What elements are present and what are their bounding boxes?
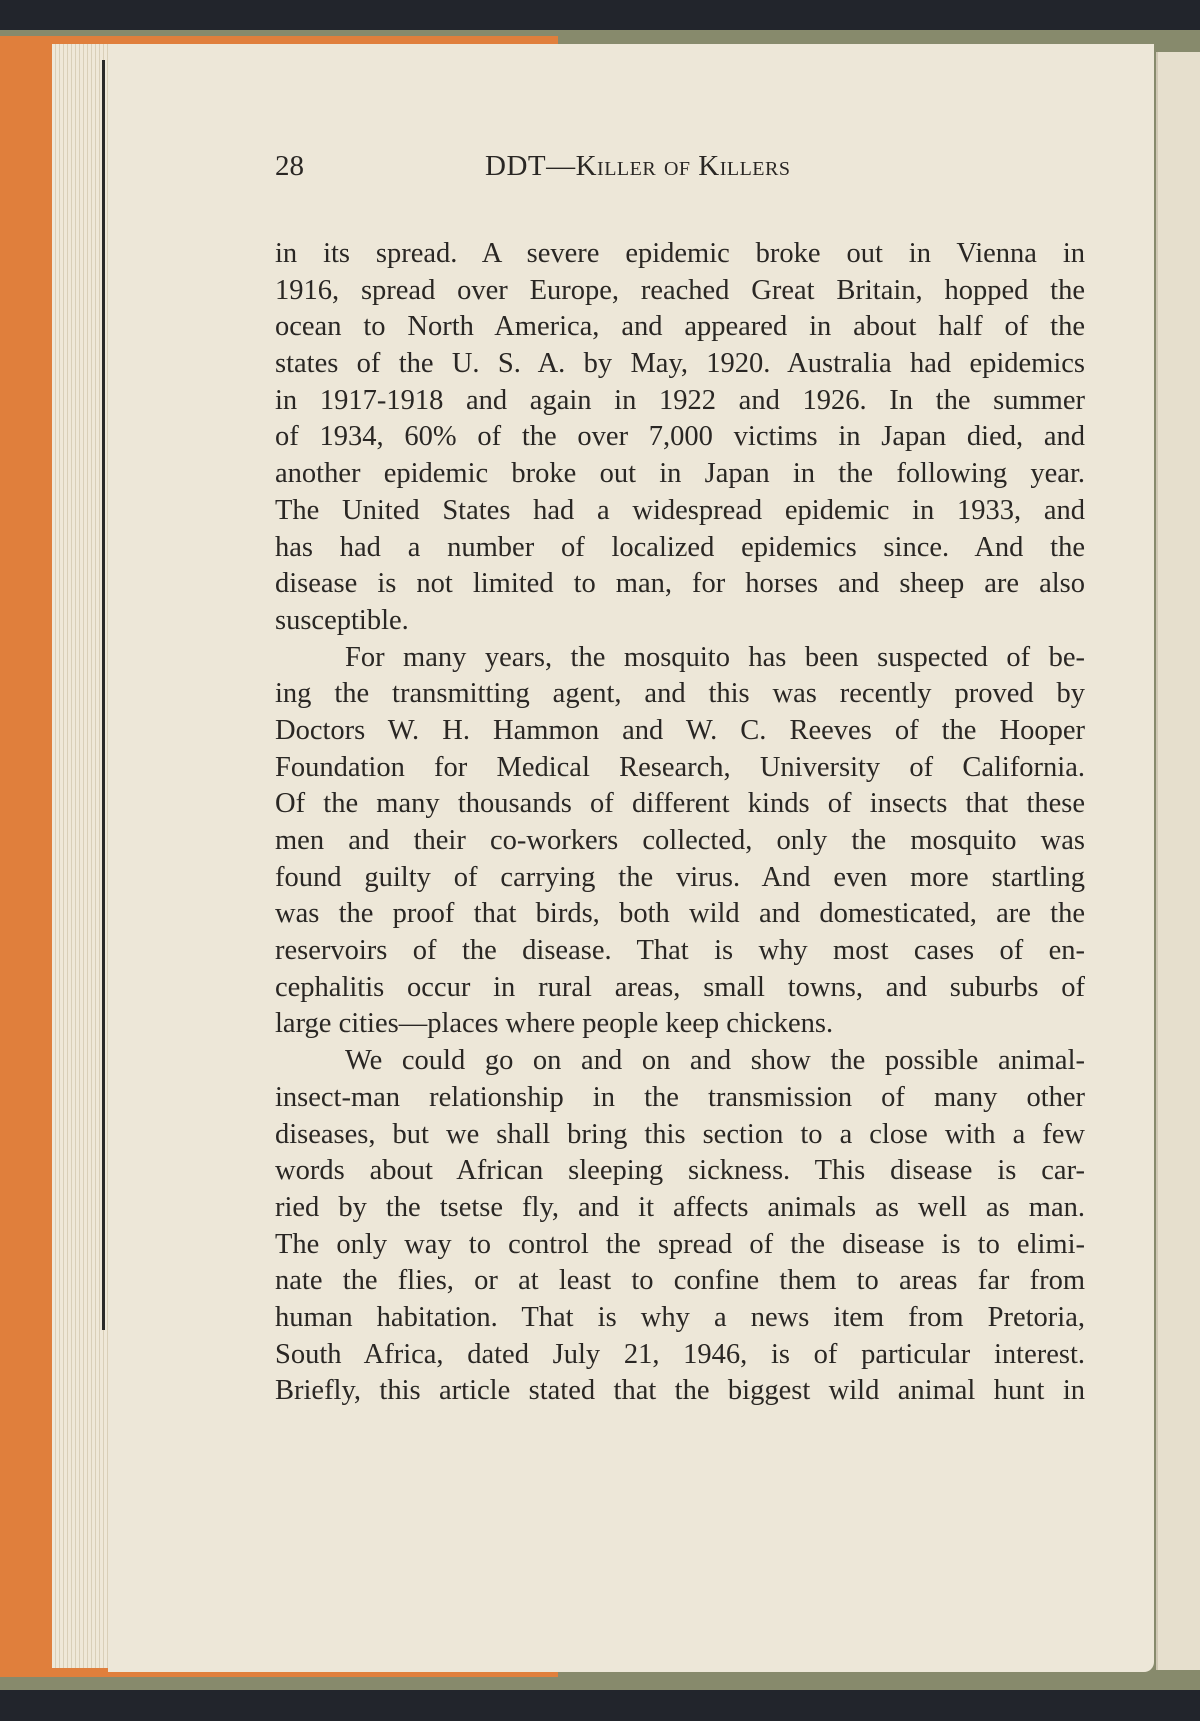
text-line: The United States had a widespread epidemic in 1933, and — [275, 494, 1085, 526]
facing-page-edge — [1156, 52, 1200, 1670]
text-line: cephalitis occur in rural areas, small towns, and suburbs of — [275, 971, 1085, 1003]
text-line: insect-man relationship in the transmission of many other — [275, 1081, 1085, 1113]
text-line: ocean to North America, and appeared in about half of the — [275, 311, 1085, 343]
text-line: another epidemic broke out in Japan in the following year. — [275, 458, 1085, 490]
text-line: reservoirs of the disease. That is why most cases of en- — [275, 935, 1085, 967]
paragraph — [275, 640, 1085, 1044]
text-line: words about African sleeping sickness. This disease is car- — [275, 1155, 1085, 1187]
text-line: ried by the tsetse fly, and it affects animals as well as man. — [275, 1191, 1085, 1223]
page-number: 28 — [275, 150, 304, 182]
page-body-text — [275, 236, 1085, 1410]
text-line: found guilty of carrying the virus. And even more startling — [275, 861, 1085, 893]
text-line: Doctors W. H. Hammon and W. C. Reeves of the Hooper — [275, 714, 1085, 746]
text-line: The only way to control the spread of the disease is to elimi- — [275, 1228, 1085, 1260]
text-line: ing the transmitting agent, and this was recently proved by — [275, 678, 1085, 710]
running-header — [275, 150, 1085, 190]
text-line: South Africa, dated July 21, 1946, is of particular interest. — [275, 1338, 1085, 1370]
text-line: We could go on and on and show the possible animal- — [345, 1045, 1085, 1077]
text-line: large cities—places where people keep chickens. — [275, 1008, 834, 1040]
text-line: Briefly, this article stated that the biggest wild animal hunt in — [275, 1375, 1085, 1407]
text-line: nate the flies, or at least to confine them to areas far from — [275, 1265, 1085, 1297]
text-line: was the proof that birds, both wild and domesticated, are the — [275, 898, 1085, 930]
text-line: Of the many thousands of different kinds of insects that these — [275, 788, 1085, 820]
text-line: Foundation for Medical Research, University of California. — [275, 751, 1085, 783]
paragraph — [275, 1043, 1085, 1410]
text-line: in 1917-1918 and again in 1922 and 1926. In the summer — [275, 384, 1085, 416]
text-line: in its spread. A severe epidemic broke out in Vienna in — [275, 238, 1085, 269]
text-line: disease is not limited to man, for horses and sheep are also — [275, 568, 1085, 600]
text-line: has had a number of localized epidemics since. And the — [275, 531, 1085, 563]
paragraph — [275, 236, 1085, 640]
running-title: DDT—Killer of Killers — [485, 150, 791, 182]
page-gutter-line — [102, 60, 105, 1330]
text-line: of 1934, 60% of the over 7,000 victims in Japan died, and — [275, 421, 1085, 453]
text-line: states of the U. S. A. by May, 1920. Australia had epidemics — [275, 348, 1085, 380]
text-line: diseases, but we shall bring this section to a close with a few — [275, 1118, 1085, 1150]
text-line: men and their co-workers collected, only the mosquito was — [275, 825, 1085, 856]
text-line: For many years, the mosquito has been suspected of be- — [345, 641, 1085, 673]
text-line: human habitation. That is why a news item from Pretoria, — [275, 1301, 1085, 1333]
text-line: susceptible. — [275, 604, 409, 636]
text-line: 1916, spread over Europe, reached Great Britain, hopped the — [275, 274, 1085, 306]
